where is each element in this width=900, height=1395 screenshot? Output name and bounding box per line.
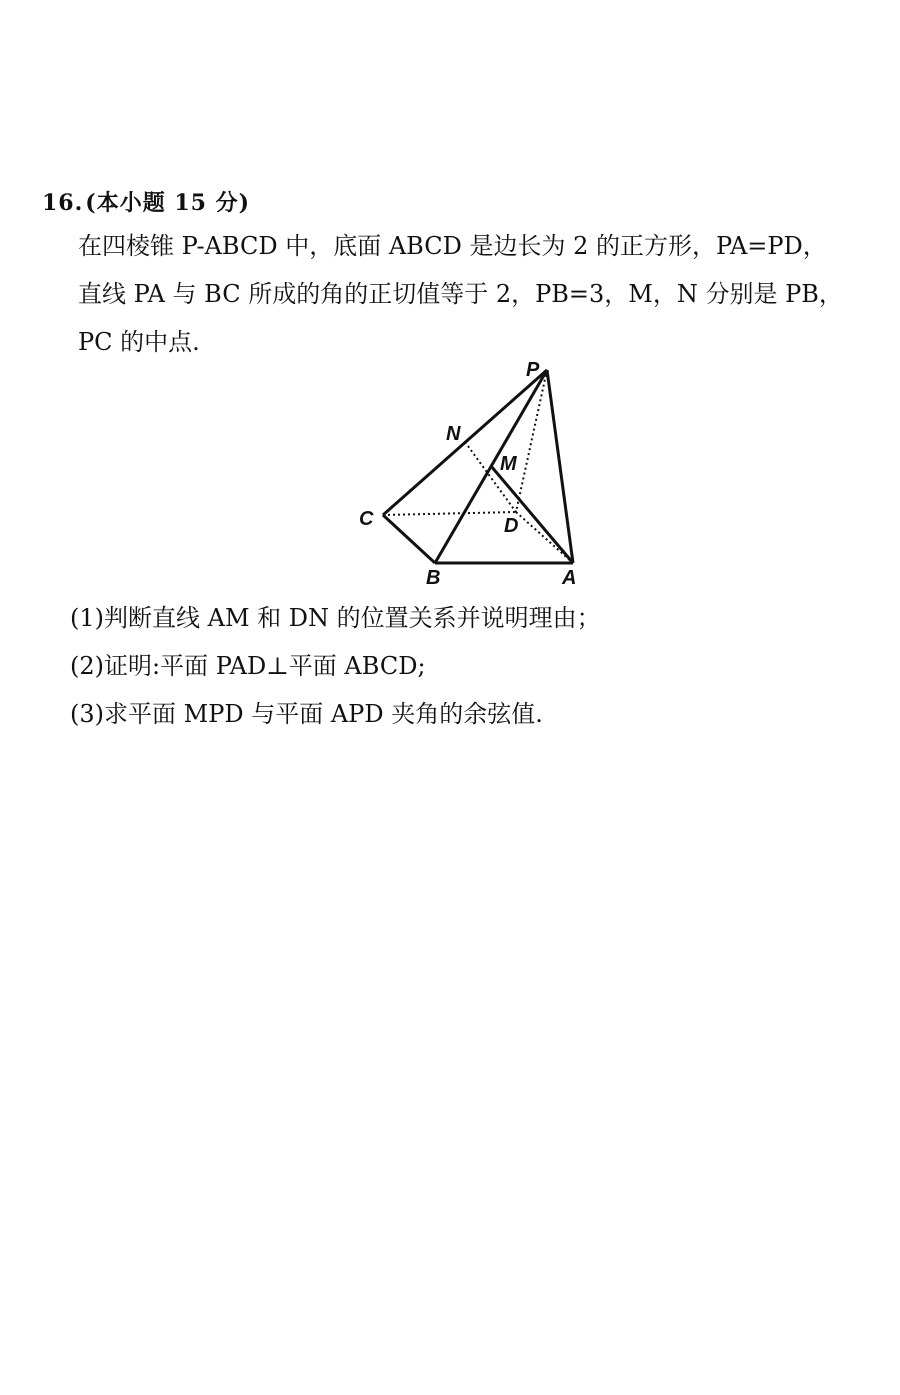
question-1: (1)判断直线 AM 和 DN 的位置关系并说明理由； (70, 604, 601, 632)
edge-CD-hidden (383, 512, 516, 515)
statement-line-3: PC 的中点. (78, 328, 200, 356)
edge-DA-hidden (516, 512, 573, 563)
edge-CB (383, 515, 435, 563)
label-N: N (446, 423, 461, 445)
problem-number: 16. (42, 190, 84, 216)
question-3: (3)求平面 MPD 与平面 APD 夹角的余弦值. (70, 700, 543, 728)
edge-PA (547, 370, 573, 563)
label-B: B (426, 567, 441, 589)
label-A: A (562, 567, 577, 589)
label-C: C (359, 508, 374, 530)
pyramid-figure (340, 352, 600, 592)
question-2: (2)证明:平面 PAD⊥平面 ABCD; (70, 652, 426, 680)
problem-heading (42, 186, 250, 217)
question-list (70, 594, 870, 738)
label-D: D (504, 515, 519, 537)
label-P: P (526, 359, 540, 381)
pyramid-diagram (340, 352, 600, 592)
statement-line-1: 在四棱锥 P-ABCD 中，底面 ABCD 是边长为 2 的正方形，PA=PD， (78, 232, 827, 260)
problem-points-note: (本小题 15 分) (85, 190, 251, 216)
statement-line-2: 直线 PA 与 BC 所成的角的正切值等于 2，PB=3，M，N 分别是 PB， (78, 280, 843, 308)
label-M: M (500, 453, 517, 475)
problem-statement (78, 222, 878, 366)
